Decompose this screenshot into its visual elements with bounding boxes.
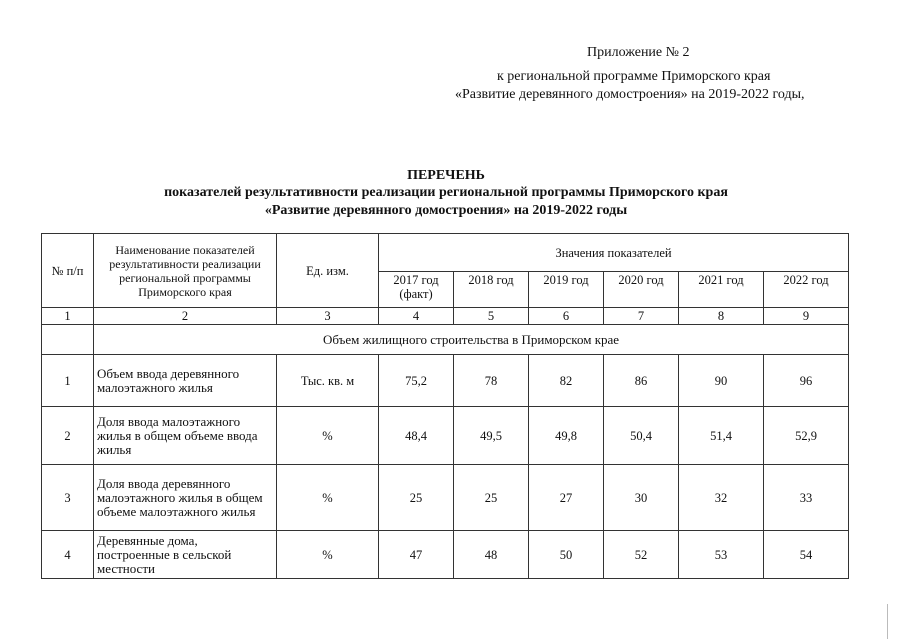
indicator-unit: %	[277, 531, 379, 579]
value-cell: 49,5	[454, 407, 529, 465]
header-num: № п/п	[42, 234, 94, 308]
column-number: 3	[277, 308, 379, 325]
value-cell: 32	[679, 465, 764, 531]
value-cell: 86	[604, 355, 679, 407]
value-cell: 51,4	[679, 407, 764, 465]
value-cell: 82	[529, 355, 604, 407]
header-year: 2022 год	[764, 272, 849, 308]
value-cell: 52,9	[764, 407, 849, 465]
indicator-unit: Тыс. кв. м	[277, 355, 379, 407]
scan-edge-line	[887, 604, 888, 639]
header-unit: Ед. изм.	[277, 234, 379, 308]
column-number-row	[42, 308, 849, 325]
value-cell: 48,4	[379, 407, 454, 465]
indicator-unit: %	[277, 465, 379, 531]
value-cell: 78	[454, 355, 529, 407]
header-year: 2019 год	[529, 272, 604, 308]
indicator-unit: %	[277, 407, 379, 465]
value-cell: 33	[764, 465, 849, 531]
value-cell: 47	[379, 531, 454, 579]
header-year: 2017 год (факт)	[379, 272, 454, 308]
value-cell: 27	[529, 465, 604, 531]
table-row	[42, 531, 849, 579]
column-number: 7	[604, 308, 679, 325]
value-cell: 53	[679, 531, 764, 579]
document-subtitle: показателей результативности реализации региональной программы Приморского края	[164, 185, 728, 200]
row-number: 1	[42, 355, 94, 407]
indicator-name: Доля ввода малоэтажного жилья в общем объеме ввода жилья	[94, 407, 277, 465]
header-indicator-name: Наименование показателей результативности реализации региональной программы Приморского края	[94, 234, 277, 308]
column-number: 5	[454, 308, 529, 325]
value-cell: 75,2	[379, 355, 454, 407]
header-year: 2021 год	[679, 272, 764, 308]
row-number: 4	[42, 531, 94, 579]
value-cell: 50	[529, 531, 604, 579]
header-year: 2018 год	[454, 272, 529, 308]
column-number: 1	[42, 308, 94, 325]
indicator-name: Доля ввода деревянного малоэтажного жилья в общем объеме малоэтажного жилья	[94, 465, 277, 531]
value-cell: 25	[379, 465, 454, 531]
column-number: 9	[764, 308, 849, 325]
document-title: ПЕРЕЧЕНЬ	[407, 168, 485, 183]
value-cell: 49,8	[529, 407, 604, 465]
appendix-program-title: «Развитие деревянного домостроения» на 2019-2022 годы,	[455, 87, 805, 102]
value-cell: 48	[454, 531, 529, 579]
row-number: 3	[42, 465, 94, 531]
column-number: 8	[679, 308, 764, 325]
column-number: 6	[529, 308, 604, 325]
value-cell: 52	[604, 531, 679, 579]
header-values-group: Значения показателей	[379, 234, 849, 272]
value-cell: 96	[764, 355, 849, 407]
value-cell: 50,4	[604, 407, 679, 465]
value-cell: 90	[679, 355, 764, 407]
indicators-table	[41, 233, 849, 579]
appendix-number: Приложение № 2	[587, 45, 690, 60]
value-cell: 54	[764, 531, 849, 579]
table-row	[42, 407, 849, 465]
indicator-name: Объем ввода деревянного малоэтажного жилья	[94, 355, 277, 407]
table-row	[42, 465, 849, 531]
column-number: 4	[379, 308, 454, 325]
section-empty-cell	[42, 325, 94, 355]
document-subtitle-program: «Развитие деревянного домостроения» на 2019-2022 годы	[264, 203, 628, 218]
section-title: Объем жилищного строительства в Приморском крае	[94, 325, 849, 355]
header-year: 2020 год	[604, 272, 679, 308]
column-number: 2	[94, 308, 277, 325]
appendix-program-ref: к региональной программе Приморского края	[497, 69, 771, 84]
indicator-name: Деревянные дома, построенные в сельской местности	[94, 531, 277, 579]
value-cell: 30	[604, 465, 679, 531]
row-number: 2	[42, 407, 94, 465]
table-row	[42, 355, 849, 407]
section-row	[42, 325, 849, 355]
value-cell: 25	[454, 465, 529, 531]
